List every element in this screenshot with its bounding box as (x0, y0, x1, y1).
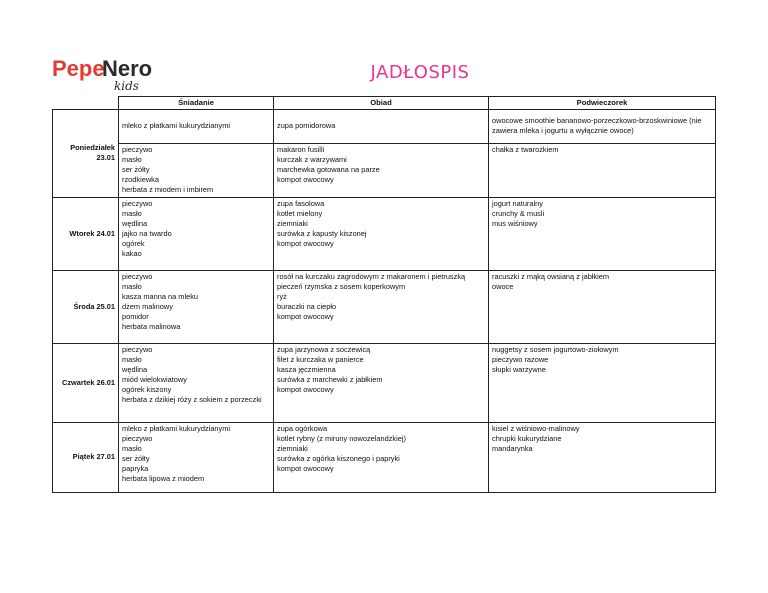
menu-cell (274, 144, 489, 198)
menu-item: ziemniaki (277, 444, 308, 453)
menu-item: chrupki kukurydziane (492, 434, 562, 443)
menu-item: kurczak z warzywami (277, 155, 347, 164)
menu-item: ser żółty (122, 454, 150, 463)
menu-cell (274, 344, 489, 423)
menu-cell (274, 198, 489, 271)
menu-item: masło (122, 282, 142, 291)
menu-item: masło (122, 355, 142, 364)
menu-row (53, 198, 716, 271)
menu-cell (119, 423, 274, 493)
menu-cell (489, 423, 716, 493)
menu-row (53, 144, 716, 198)
header-corner (53, 97, 119, 110)
pepenero-kids-logo (52, 52, 152, 102)
menu-row (53, 271, 716, 344)
menu-item: ogórek kiszony (122, 385, 172, 394)
menu-item: masło (122, 444, 142, 453)
menu-item: nuggetsy z sosem jogurtowo-ziołowym (492, 345, 619, 354)
menu-item: kompot owocowy (277, 175, 334, 184)
menu-item: zupa ogórkowa (277, 424, 328, 433)
menu-item: słupki warzywne (492, 365, 546, 374)
menu-item: chałka z twarożkiem (492, 145, 559, 154)
menu-item: kompot owocowy (277, 239, 334, 248)
logo-sub: kids (114, 79, 139, 93)
menu-row (53, 344, 716, 423)
menu-item: kasza manna na mleku (122, 292, 198, 301)
day-label: Czwartek 26.01 (53, 344, 119, 423)
menu-item: ser żółty (122, 165, 150, 174)
menu-item: surówka z marchewki z jabłkiem (277, 375, 383, 384)
menu-item: mleko z płatkami kukurydzianymi (122, 424, 231, 433)
menu-item: ogórek (122, 239, 145, 248)
menu-item: owoce (492, 282, 514, 291)
menu-row (53, 110, 716, 144)
menu-item: pieczywo (122, 272, 153, 281)
header-row (53, 97, 716, 110)
menu-cell (489, 198, 716, 271)
header-obiad: Obiad (274, 97, 489, 110)
menu-item: dżem malinowy (122, 302, 173, 311)
menu-cell (489, 344, 716, 423)
menu-item: pieczywo (122, 199, 153, 208)
day-label: Środa 25.01 (53, 271, 119, 344)
day-label: Piątek 27.01 (53, 423, 119, 493)
menu-item: wędlina (122, 219, 148, 228)
menu-item: ryż (277, 292, 287, 301)
menu-item: racuszki z mąką owsianą z jabłkiem (492, 272, 610, 281)
menu-item: herbata z dzikiej róży z sokiem z porzeczki (122, 395, 262, 404)
menu-item: kompot owocowy (277, 312, 334, 321)
menu-item: zupa pomidorowa (277, 121, 336, 130)
menu-item: zupa jarzynowa z soczewicą (277, 345, 371, 354)
day-label: Wtorek 24.01 (53, 198, 119, 271)
menu-item: herbata z miodem i imbirem (122, 185, 214, 194)
menu-item: kotlet mielony (277, 209, 323, 218)
menu-item: buraczki na ciepło (277, 302, 337, 311)
menu-item: pieczywo (122, 145, 153, 154)
menu-item: pieczywo razowe (492, 355, 549, 364)
menu-item: masło (122, 209, 142, 218)
menu-item: surówka z ogórka kiszonego i papryki (277, 454, 400, 463)
menu-item: kompot owocowy (277, 385, 334, 394)
menu-cell (274, 271, 489, 344)
menu-cell (274, 423, 489, 493)
menu-cell (274, 110, 489, 144)
menu-item: kotlet rybny (z miruny nowozelandzkiej) (277, 434, 406, 443)
menu-item: kisiel z wiśniowo-malinowy (492, 424, 580, 433)
menu-cell (119, 144, 274, 198)
day-label: Poniedziałek 23.01 (53, 110, 119, 198)
menu-cell (119, 110, 274, 144)
menu-item: herbata malinowa (122, 322, 181, 331)
logo-wordmark-dark: Nero (102, 56, 152, 81)
menu-item: masło (122, 155, 142, 164)
menu-table (52, 96, 716, 493)
header-sniadanie: Śniadanie (119, 97, 274, 110)
menu-item: zupa fasolowa (277, 199, 325, 208)
menu-cell (119, 198, 274, 271)
menu-item: makaron fusilli (277, 145, 325, 154)
menu-item: marchewka gotowana na parze (277, 165, 380, 174)
menu-item: surówka z kapusty kiszonej (277, 229, 367, 238)
menu-item: papryka (122, 464, 149, 473)
menu-item: mus wiśniowy (492, 219, 538, 228)
menu-item: kakao (122, 249, 142, 258)
menu-item: rzodkiewka (122, 175, 159, 184)
menu-cell (489, 144, 716, 198)
menu-item: kasza jęczmienna (277, 365, 336, 374)
menu-item: pieczeń rzymska z sosem koperkowym (277, 282, 406, 291)
page-title: JADŁOSPIS (370, 62, 470, 83)
menu-item: wędlina (122, 365, 148, 374)
menu-item: ziemniaki (277, 219, 308, 228)
menu-item: rosół na kurczaku zagrodowym z makaronem i pietruszką (277, 272, 466, 281)
menu-item: kompot owocowy (277, 464, 334, 473)
menu-item: mandarynka (492, 444, 533, 453)
menu-item: pieczywo (122, 345, 153, 354)
menu-item: mleko z płatkami kukurydzianymi (122, 121, 231, 130)
menu-item: jogurt naturalny (492, 199, 543, 208)
menu-item: jajko na twardo (122, 229, 172, 238)
menu-item: herbata lipowa z miodem (122, 474, 205, 483)
menu-item: owocowe smoothie bananowo-porzeczkowo-brzoskwiniowe (nie zawiera mleka i jogurtu a wyłącznie owoce) (492, 116, 702, 135)
menu-item: filet z kurczaka w panierce (277, 355, 364, 364)
header-podwieczorek: Podwieczorek (489, 97, 716, 110)
menu-item: miód wielokwiatowy (122, 375, 187, 384)
menu-body (53, 110, 716, 493)
menu-item: crunchy & musli (492, 209, 545, 218)
menu-item: pieczywo (122, 434, 153, 443)
logo-wordmark-red: Pepe (52, 56, 105, 81)
menu-cell (489, 271, 716, 344)
menu-item: pomidor (122, 312, 149, 321)
menu-cell (119, 271, 274, 344)
menu-cell (489, 110, 716, 144)
menu-row (53, 423, 716, 493)
menu-cell (119, 344, 274, 423)
